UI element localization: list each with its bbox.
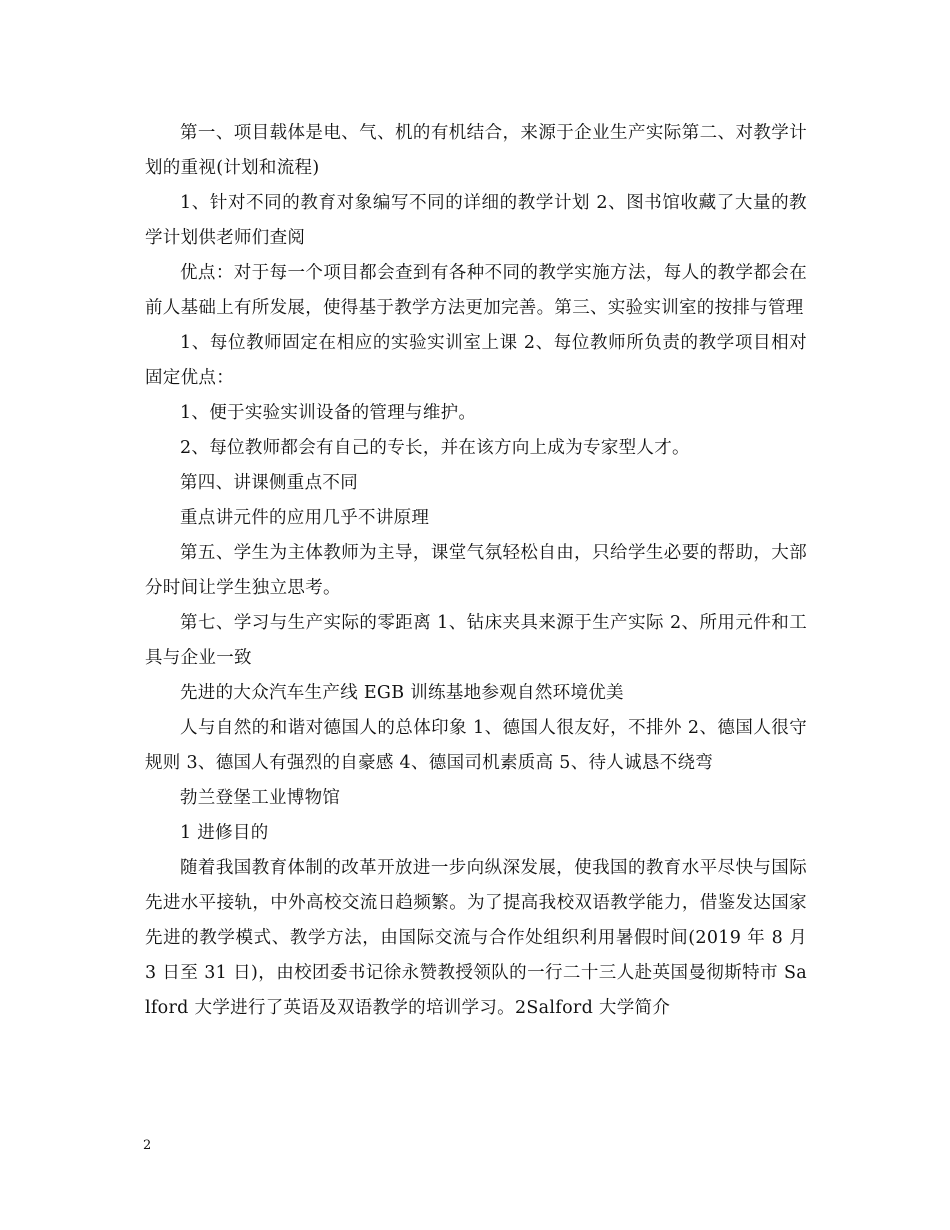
paragraph-12: 人与自然的和谐对德国人的总体印象 1、德国人很友好，不排外 2、德国人很守规则 3、德国人有强烈的自豪感 4、德国司机素质高 5、待人诚恳不绕弯: [145, 718, 807, 773]
paragraph-8: 重点讲元件的应用几乎不讲原理: [180, 508, 430, 528]
paragraph-11: 先进的大众汽车生产线 EGB 训练基地参观自然环境优美: [180, 683, 624, 703]
paragraph-14: 1 进修目的: [180, 823, 269, 843]
paragraph-5: 1、便于实验实训设备的管理与维护。: [180, 403, 477, 423]
paragraph-15: 随着我国教育体制的改革开放进一步向纵深发展，使我国的教育水平尽快与国际先进水平接轨，中外高校交流日趋频繁。为了提高我校双语教学能力，借鉴发达国家先进的教学模式、教学方法，由国际交流与合作处组织利用暑假时间(2019 年 8 月 3 日至 31 日)，由校团委书记徐永赞教授领队的一行二十三人赴英国曼彻斯特市 Salford 大学进行了英语及双语教学的培训学习。2Salford 大学简介: [145, 858, 807, 1018]
paragraph-10: 第七、学习与生产实际的零距离 1、钻床夹具来源于生产实际 2、所用元件和工具与企业一致: [145, 613, 807, 668]
paragraph-6: 2、每位教师都会有自己的专长，并在该方向上成为专家型人才。: [180, 438, 690, 458]
paragraph-2: 1、针对不同的教育对象编写不同的详细的教学计划 2、图书馆收藏了大量的教学计划供老师们查阅: [145, 193, 807, 248]
paragraph-13: 勃兰登堡工业博物馆: [180, 788, 341, 808]
page-number: 2: [143, 1138, 152, 1153]
paragraph-3: 优点：对于每一个项目都会查到有各种不同的教学实施方法，每人的教学都会在前人基础上有所发展，使得基于教学方法更加完善。第三、实验实训室的按排与管理: [145, 263, 807, 318]
paragraph-9: 第五、学生为主体教师为主导，课堂气氛轻松自由，只给学生必要的帮助，大部分时间让学生独立思考。: [145, 543, 807, 598]
body-text: [145, 116, 807, 1026]
paragraph-4: 1、每位教师固定在相应的实验实训室上课 2、每位教师所负责的教学项目相对固定优点：: [145, 333, 807, 388]
paragraph-1: 第一、项目载体是电、气、机的有机结合，来源于企业生产实际第二、对教学计划的重视(计划和流程): [145, 123, 807, 178]
paragraph-7: 第四、讲课侧重点不同: [180, 473, 358, 493]
